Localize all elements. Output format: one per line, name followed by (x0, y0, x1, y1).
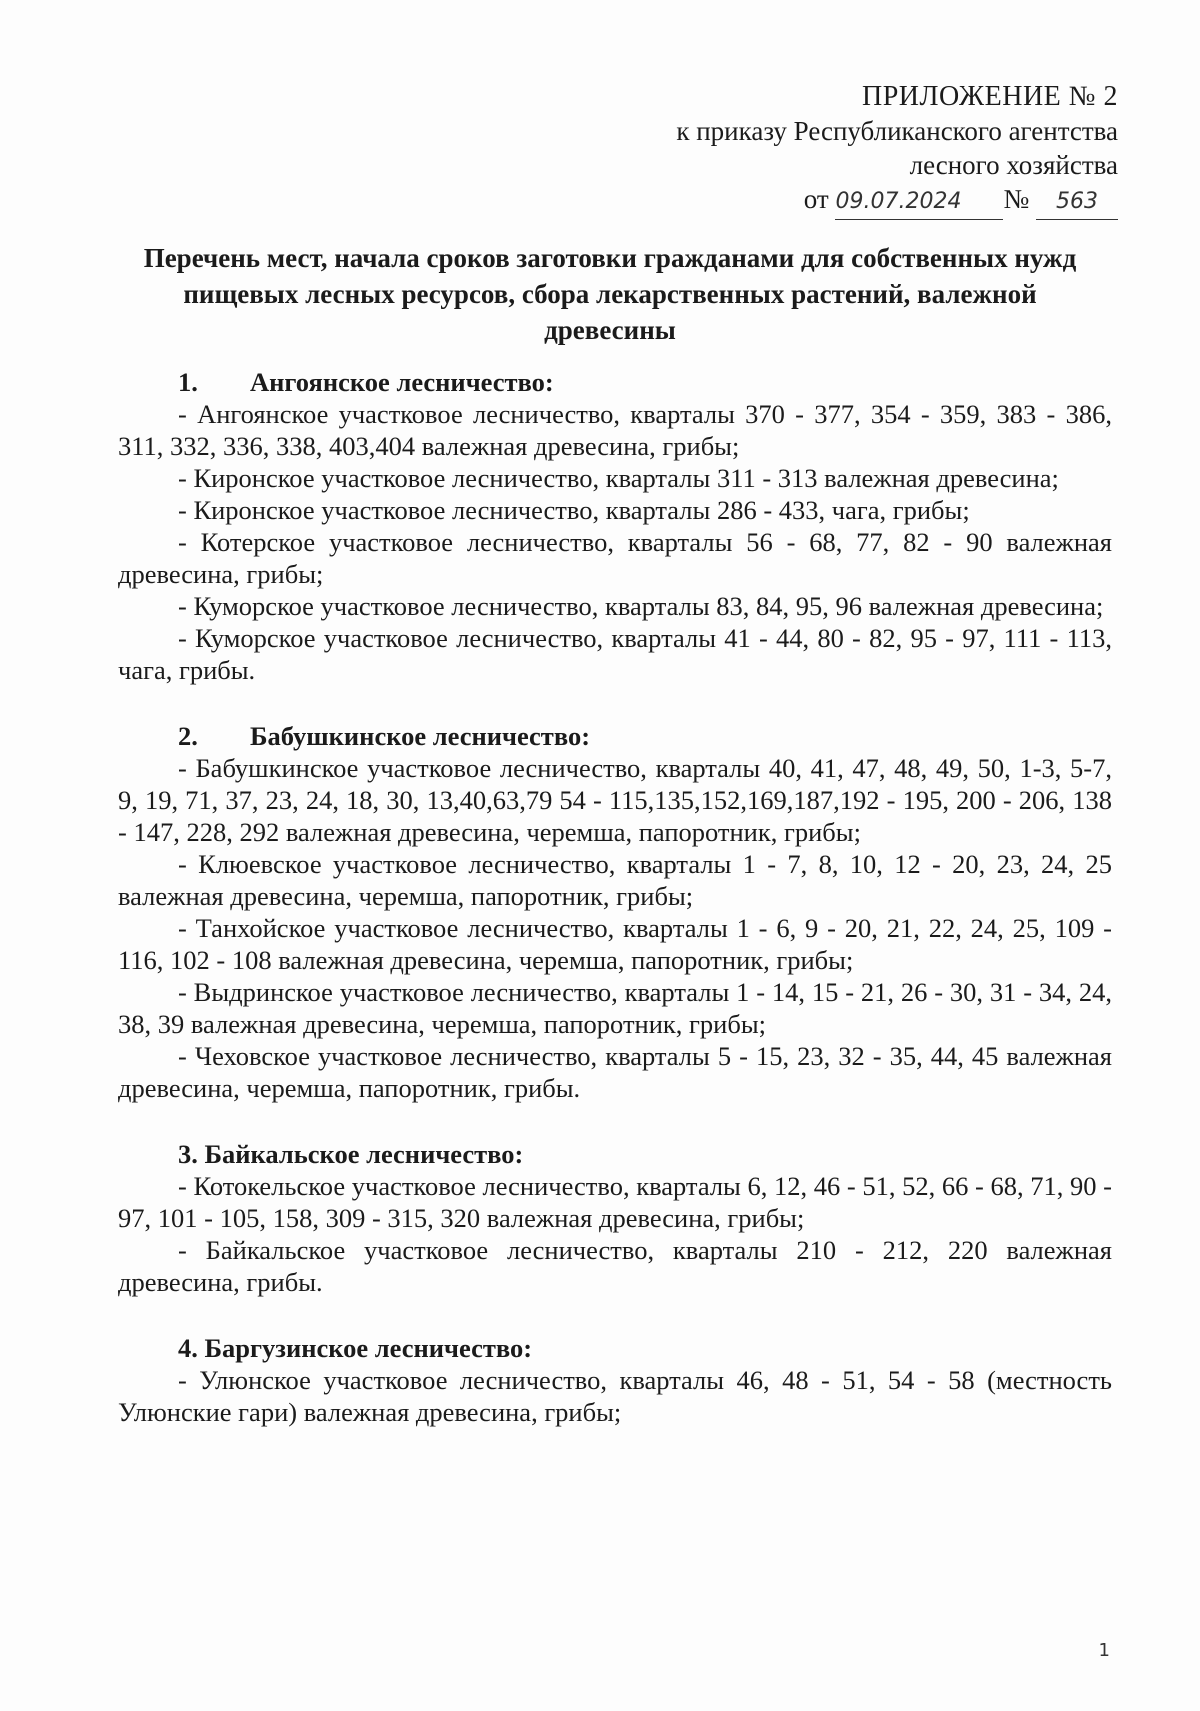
list-item: - Котокельское участковое лесничество, кварталы 6, 12, 46 - 51, 52, 66 - 68, 71, 90 - 97, 101 - 105, 158, 309 - 315, 320 валежная древесина, грибы; (118, 1171, 1112, 1233)
list-item: - Клюевское участковое лесничество, кварталы 1 - 7, 8, 10, 12 - 20, 23, 24, 25 валежная древесина, черемша, папоротник, грибы; (118, 849, 1112, 911)
section-title: Ангоянское лесничество: (250, 367, 554, 397)
list-item: - Чеховское участковое лесничество, кварталы 5 - 15, 23, 32 - 35, 44, 45 валежная древесина, черемша, папоротник, грибы. (118, 1041, 1112, 1103)
section (118, 366, 1112, 686)
list-item: - Улюнское участковое лесничество, кварталы 46, 48 - 51, 54 - 58 (местность Улюнские гари) валежная древесина, грибы; (118, 1365, 1112, 1427)
section-heading (118, 1138, 1112, 1170)
list-item: - Куморское участковое лесничество, кварталы 41 - 44, 80 - 82, 95 - 97, 111 - 113, чага, грибы. (118, 623, 1112, 685)
handwritten-date: 09.07.2024 (835, 189, 962, 214)
list-item: - Киронское участковое лесничество, кварталы 311 - 313 валежная древесина; (178, 463, 1059, 493)
section (118, 1138, 1112, 1298)
list-item: - Котерское участковое лесничество, кварталы 56 - 68, 77, 82 - 90 валежная древесина, грибы; (118, 527, 1112, 589)
section-number: 1. (178, 367, 198, 397)
section-title: Бабушкинское лесничество: (250, 721, 591, 751)
handwritten-number: 563 (1056, 189, 1098, 214)
list-item: - Киронское участковое лесничество, кварталы 286 - 433, чага, грибы; (178, 495, 970, 525)
section-number: 3. (178, 1139, 198, 1169)
appendix-date-line (558, 182, 1118, 220)
section-heading (118, 1332, 1112, 1364)
list-item: - Выдринское участковое лесничество, кварталы 1 - 14, 15 - 21, 26 - 30, 31 - 34, 24, 38, 39 валежная древесина, черемша, папоротник, грибы; (118, 977, 1112, 1039)
appendix-order-line: к приказу Республиканского агентства (676, 116, 1118, 146)
section (118, 1332, 1112, 1428)
appendix-agency-line: лесного хозяйства (909, 150, 1118, 180)
list-item: - Куморское участковое лесничество, кварталы 83, 84, 95, 96 валежная древесина; (178, 591, 1104, 621)
page-number: 1 (1098, 1640, 1110, 1661)
section (118, 720, 1112, 1104)
appendix-header (558, 80, 1118, 220)
appendix-title: ПРИЛОЖЕНИЕ № 2 (862, 81, 1118, 112)
section-heading (118, 366, 1112, 398)
section-heading (118, 720, 1112, 752)
date-prefix: от (803, 184, 829, 214)
section-title: Байкальское лесничество: (204, 1139, 524, 1169)
document-title: Перечень мест, начала сроков заготовки гражданами для собственных нужд пищевых лесных ресурсов, сбора лекарственных растений, валежной древесины (143, 243, 1077, 345)
list-item: - Байкальское участковое лесничество, кварталы 210 - 212, 220 валежная древесина, грибы. (118, 1235, 1112, 1297)
section-number: 2. (178, 721, 198, 751)
list-item: - Ангоянское участковое лесничество, кварталы 370 - 377, 354 - 359, 383 - 386, 311, 332, 336, 338, 403,404 валежная древесина, грибы; (118, 399, 1112, 461)
document-body (118, 366, 1112, 1428)
list-item: - Танхойское участковое лесничество, кварталы 1 - 6, 9 - 20, 21, 22, 24, 25, 109 - 116, 102 - 108 валежная древесина, черемша, папоротник, грибы; (118, 913, 1112, 975)
number-label: № (1003, 184, 1030, 214)
section-title: Баргузинское лесничество: (204, 1333, 533, 1363)
list-item: - Бабушкинское участковое лесничество, кварталы 40, 41, 47, 48, 49, 50, 1-3, 5-7, 9, 19, 71, 37, 23, 24, 18, 30, 13,40,63,79 54 - 115,135,152,169,187,192 - 195, 200 - 206, 138 - 147, 228, 292 валежная древесина, черемша, папоротник, грибы; (118, 753, 1112, 847)
section-number: 4. (178, 1333, 198, 1363)
